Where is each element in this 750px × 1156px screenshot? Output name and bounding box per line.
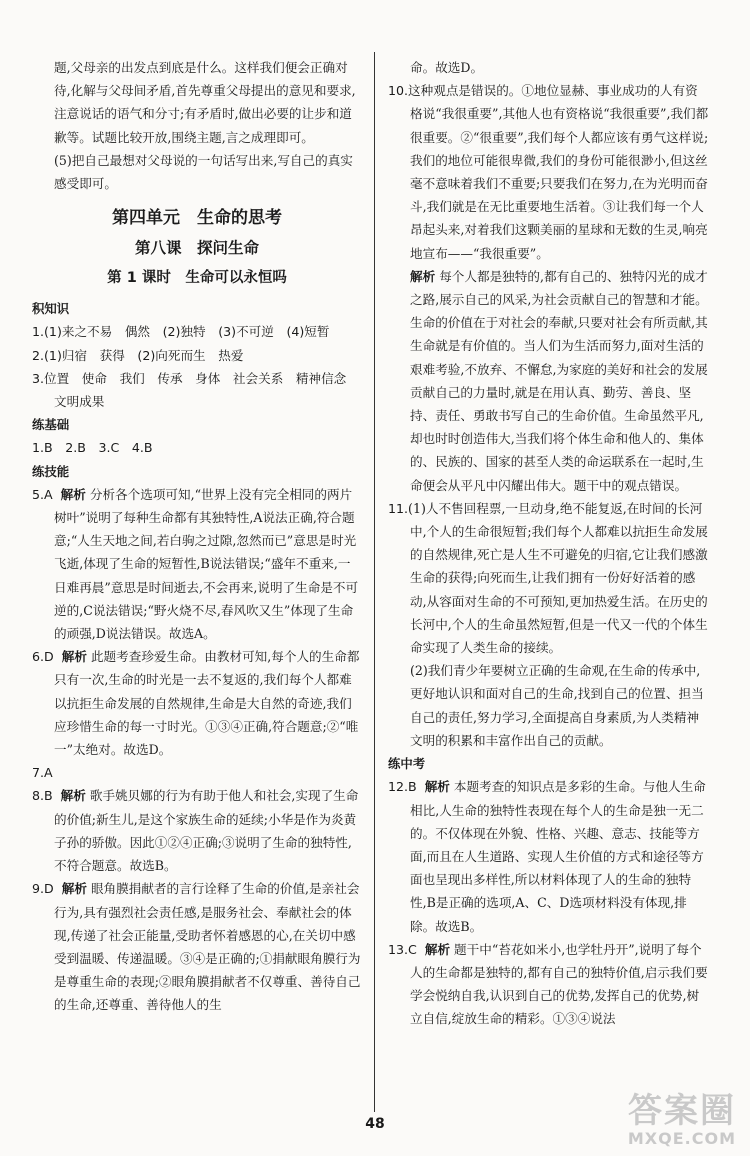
answer-key: 11. <box>388 500 409 516</box>
left-column <box>32 56 362 1017</box>
answer-key: 10. <box>388 83 409 99</box>
lesson-title: 第八课 探问生命 <box>134 239 259 258</box>
answer-key: 13.C <box>388 941 417 957</box>
right-column <box>388 56 710 1031</box>
analysis-label: 解析 <box>61 649 87 665</box>
answer-key: 9.D <box>32 881 54 897</box>
answer-key: 5.A <box>32 486 53 502</box>
answer-item-5: (5)把自己最想对父母说的一句话写出来,写自己的真实感受即可。 <box>54 152 353 192</box>
answer-key: 6.D <box>32 649 54 665</box>
answer-text: 这种观点是错误的。①地位显赫、事业成功的人有资格说“我很重要”,其他人也有资格说“我很重要”,我们都很重要。②“很重要”,我们每个人都应该有勇气这样说;我们的地位可能很卑微,我们的身份可能很渺小,但这丝毫不意味着我们不重要;只要我们在努力,在为光明而奋斗,我们就是在无比重要地生活着。③让我们每一个人昂起头来,对着我们这颗美丽的星球和无数的生灵,响亮地宣布——“我很重要”。 <box>408 83 709 261</box>
analysis-text: 眼角膜捐献者的言行诠释了生命的价值,是亲社会行为,具有强烈社会责任感,是服务社会、奉献社会的体现,传递了社会正能量,受助者怀着感恩的心,在关切中感受到温暖、传递温暖。③④是正确的;①捐献眼角膜行为是尊重生命的表现;②眼角膜捐献者不仅尊重、善待自己的生命,还尊重、善待他人的生 <box>54 881 361 1013</box>
question-7-answer: 7.A <box>32 765 53 781</box>
knowledge-answer-3: 3.位置 使命 我们 传承 身体 社会关系 精神信念 文明成果 <box>32 370 359 410</box>
period-title: 第 1 课时 生命可以永恒吗 <box>107 270 287 287</box>
question-10-analysis <box>388 265 710 497</box>
question-12-answer <box>388 775 710 937</box>
answer-key: 12.B <box>388 779 417 795</box>
analysis-label: 解析 <box>60 486 86 502</box>
unit-title: 第四单元 生命的思考 <box>112 208 282 229</box>
question-10-answer <box>388 79 710 265</box>
analysis-text: 每个人都是独特的,都有自己的、独特闪光的成才之路,展示自己的风采,为社会贡献自己的智慧和才能。生命的价值在于对社会的奉献,只要对社会有所贡献,其生命就是有价值的。当人们为生活而努力,面对生活的艰难考验,不放弃、不懈怠,为家庭的美好和社会的发展贡献自己的力量时,就是在用认真、勤劳、善良、坚持、责任、勇敢书写自己的生命价值。生命虽然平凡,却也时时创造伟大,当我们将个体生命和他人的、集体的、民族的、国家的甚至人类的命运联系在一起时,生命便会从平凡中闪耀出伟大。题干中的观点错误。 <box>410 268 708 493</box>
analysis-label: 解析 <box>60 788 86 804</box>
basics-answers: 1.B 2.B 3.C 4.B <box>32 440 153 456</box>
analysis-text: 题干中“苔花如米小,也学牡丹开”,说明了每个人的生命都是独特的,都有自己的独特价值,启示我们要学会悦纳自我,认识到自己的优势,发挥自己的优势,树立自信,绽放生命的精彩。①③④说法 <box>410 941 708 1027</box>
knowledge-answer-2: 2.(1)归宿 获得 (2)向死而生 热爱 <box>32 347 244 363</box>
page-number: 48 <box>365 1116 385 1132</box>
question-9-continued: 命。故选D。 <box>410 60 484 75</box>
watermark-brand: 答案圈 <box>628 1091 736 1131</box>
column-divider <box>374 52 375 1112</box>
question-9-answer <box>32 877 362 1016</box>
analysis-label: 解析 <box>424 779 450 795</box>
analysis-text: 歌手姚贝娜的行为有助于他人和社会,实现了生命的价值;新生儿,是这个家族生命的延续;小华是作为炎黄子孙的骄傲。因此①②④正确;③说明了生命的独特性,不符合题意。故选B。 <box>54 788 359 874</box>
section-heading-basics: 练基础 <box>32 417 70 433</box>
analysis-text: 本题考查的知识点是多彩的生命。与他人生命相比,人生命的独特性表现在每个人的生命是独一无二的。不仅体现在外貌、性格、兴趣、意志、技能等方面,而且在人生道路、实现人生价值的方式和途径等方面也呈现出多样性,所以材料体现了人的生命的独特性,B是正确的选项,A、C、D选项材料没有体现,排除。故选B。 <box>410 779 706 934</box>
watermark-logo <box>628 1093 736 1148</box>
answer-text: (1)人不售回程票,一旦动身,绝不能复返,在时间的长河中,个人的生命很短暂;我们每个人都难以抗拒生命发展的自然规律,死亡是人生不可避免的归宿,它让我们感激生命的获得;向死而生,让我们拥有一份好好活着的感动,从容面对生命的不可预知,更加热爱生活。在历史的长河中,个人的生命虽然短暂,但是一代又一代的个体生命实现了人类生命的接续。 <box>408 500 708 656</box>
question-11-answer <box>388 497 710 659</box>
answer-key: 8.B <box>32 788 53 804</box>
analysis-label: 解析 <box>424 941 451 957</box>
intro-paragraph: 题,父母亲的出发点到底是什么。这样我们便会正确对待,化解与父母间矛盾,首先尊重父母提出的意见和要求,注意说话的语气和分寸;有矛盾时,做出必要的让步和道歉等。试题比较开放,围绕主题,言之成理即可。 <box>54 60 356 145</box>
analysis-label: 解析 <box>61 881 87 897</box>
analysis-text: 分析各个选项可知,“世界上没有完全相同的两片树叶”说明了每种生命都有其独特性,A说法正确,符合题意;“人生天地之间,若白驹之过隙,忽然而已”意思是时光飞逝,体现了生命的短暂性,B说法错误;“盛年不重来,一日难再晨”意思是时间逝去,不会再来,说明了生命是不可逆的,C说法错误;“野火烧不尽,春风吹又生”体现了生命的顽强,D说法错误。故选A。 <box>54 486 359 642</box>
analysis-text: 此题考查珍爱生命。由教材可知,每个人的生命都只有一次,生命的时光是一去不复返的,我们每个人都难以抗拒生命发展的自然规律,生命是大自然的奇迹,我们应珍惜生命的每一寸时光。①③④正确,符合题意;②“唯一”太绝对。故选D。 <box>54 649 360 758</box>
question-6-answer <box>32 645 362 761</box>
knowledge-answer-1: 1.(1)来之不易 偶然 (2)独特 (3)不可逆 (4)短暂 <box>32 324 330 340</box>
question-13-answer <box>388 938 710 1031</box>
watermark-url: MXQE.COM <box>627 1129 736 1148</box>
analysis-label: 解析 <box>410 268 436 284</box>
question-8-answer <box>32 784 362 877</box>
question-5-answer <box>32 483 362 645</box>
section-heading-skills: 练技能 <box>32 463 70 479</box>
section-heading-knowledge: 积知识 <box>32 301 70 317</box>
question-11-part-2: (2)我们青少年要树立正确的生命观,在生命的传承中,更好地认识和面对自己的生命,找到自己的位置、担当自己的责任,努力学习,全面提高自身素质,为人类精神文明的积累和丰富作出自己的贡献。 <box>410 663 704 748</box>
section-heading-exam: 练中考 <box>388 756 426 772</box>
